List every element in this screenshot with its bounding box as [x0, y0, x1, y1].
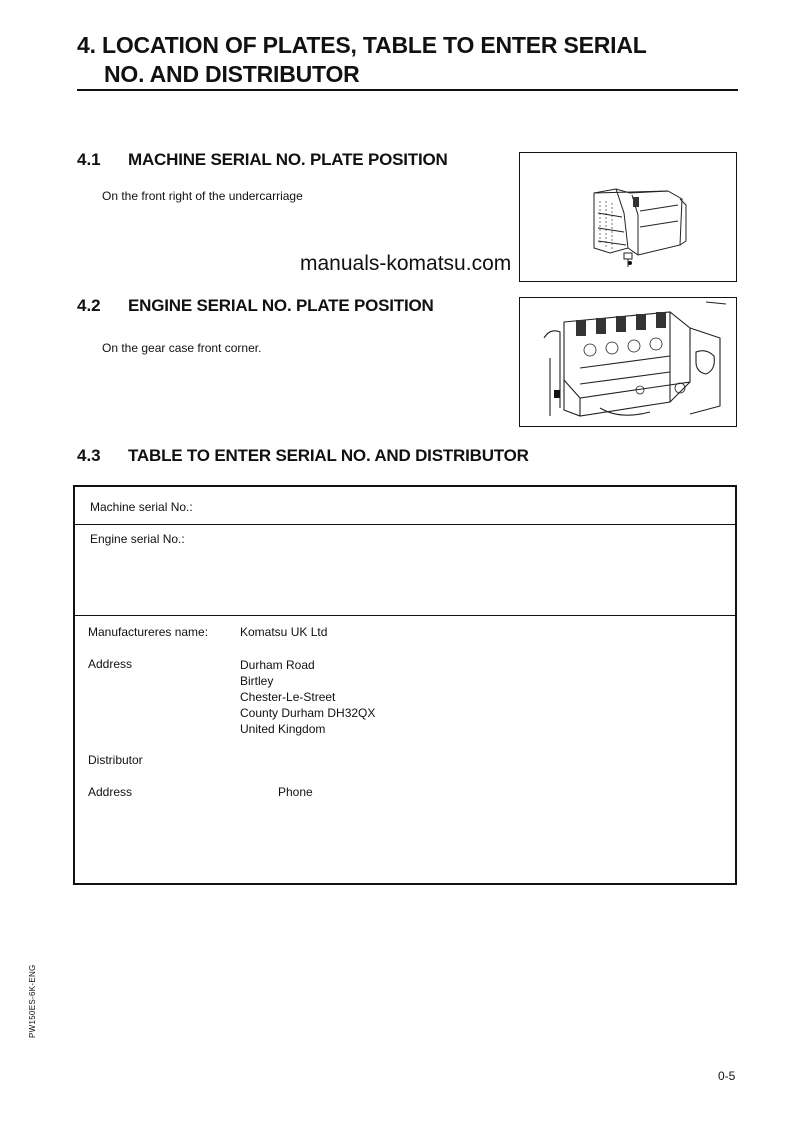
section-4-3-title: TABLE TO ENTER SERIAL NO. AND DISTRIBUTOR — [128, 446, 529, 465]
manufacturer-address-label: Address — [88, 657, 133, 671]
address-line: Durham Road — [240, 658, 315, 672]
address-line: United Kingdom — [240, 722, 326, 736]
section-4-2-text: On the gear case front corner. — [102, 341, 262, 355]
page-title-line-2: NO. AND DISTRIBUTOR — [104, 61, 360, 87]
manufacturer-value: Komatsu UK Ltd — [240, 625, 328, 639]
address-line: Birtley — [240, 674, 274, 688]
section-4-1-title: MACHINE SERIAL NO. PLATE POSITION — [128, 150, 448, 169]
section-4-3-number: 4.3 — [77, 446, 101, 465]
watermark-text: manuals-komatsu.com — [300, 252, 512, 275]
page-title-line-1: 4. LOCATION OF PLATES, TABLE TO ENTER SERIAL — [77, 32, 647, 58]
address-line: County Durham DH32QX — [240, 706, 376, 720]
address-line: Chester-Le-Street — [240, 690, 336, 704]
table-divider — [75, 524, 735, 525]
section-4-1-number: 4.1 — [77, 150, 101, 169]
manufacturer-label: Manufactureres name: — [88, 625, 209, 639]
page-number: 0-5 — [718, 1069, 736, 1083]
section-4-1-text: On the front right of the undercarriage — [102, 189, 303, 203]
distributor-label: Distributor — [88, 753, 143, 767]
machine-serial-label: Machine serial No.: — [90, 500, 193, 514]
phone-label: Phone — [278, 785, 313, 799]
serial-distributor-table — [73, 485, 737, 885]
section-4-2-number: 4.2 — [77, 296, 101, 315]
page-title — [77, 31, 717, 89]
document-code: PW150ES-6K-ENG — [28, 964, 37, 1038]
section-4-2-title: ENGINE SERIAL NO. PLATE POSITION — [128, 296, 434, 315]
table-divider — [75, 615, 735, 616]
engine-serial-label: Engine serial No.: — [90, 532, 185, 546]
engine-plate-figure — [519, 297, 737, 427]
title-rule — [77, 89, 738, 91]
manufacturer-address — [240, 657, 375, 737]
distributor-address-label: Address — [88, 785, 133, 799]
machine-undercarriage-drawing — [520, 153, 736, 281]
engine-block-drawing — [520, 298, 736, 426]
machine-plate-figure — [519, 152, 737, 282]
